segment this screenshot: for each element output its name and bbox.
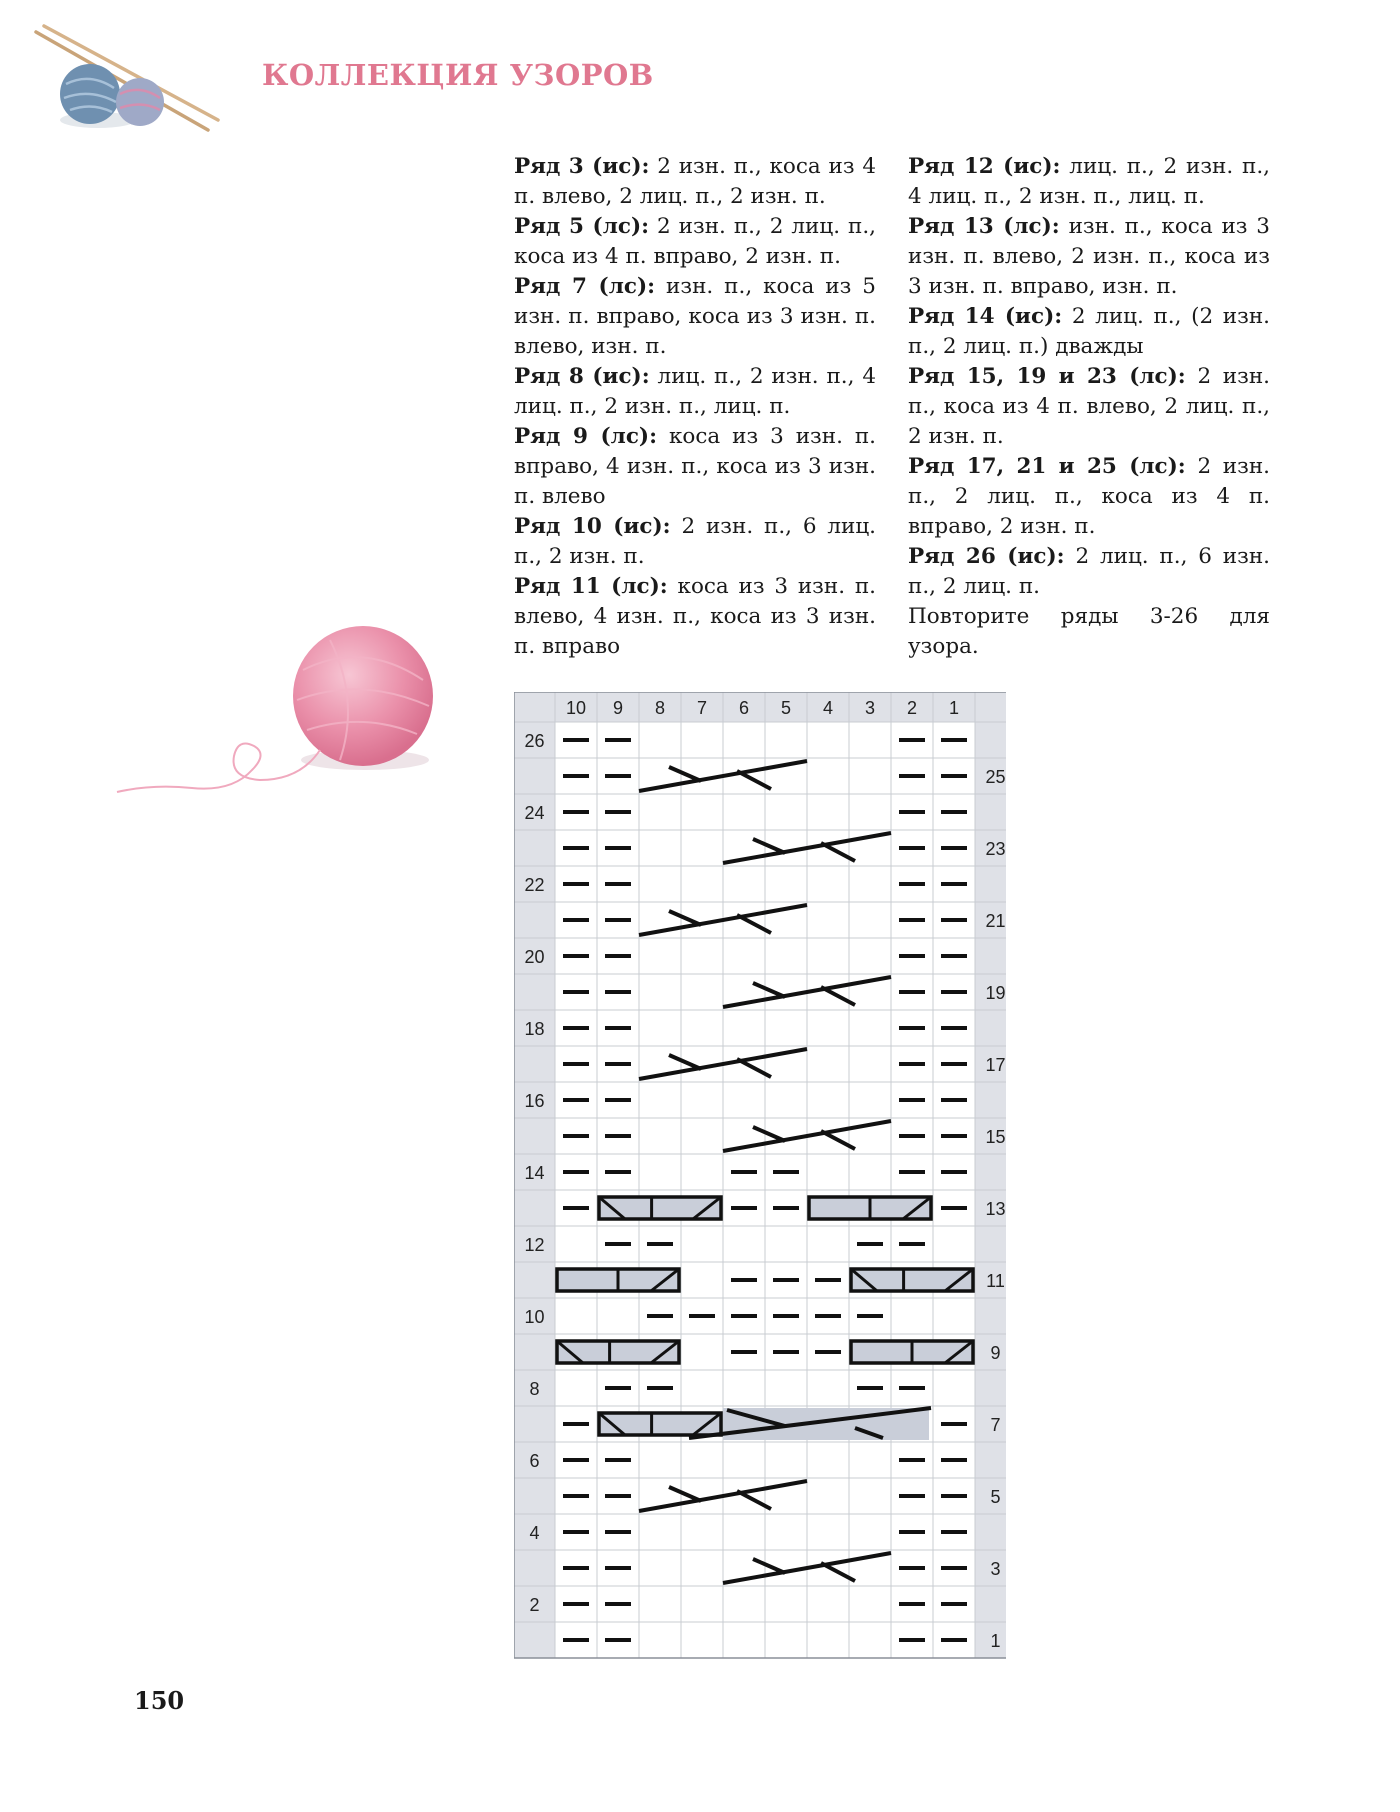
row-number-label-left: 2	[529, 1595, 540, 1615]
cable-3-stitch-box	[599, 1413, 721, 1435]
stitch-number-label: 6	[738, 698, 750, 718]
instruction-row-26: Ряд 26 (ис): 2 лиц. п., 6 изн. п., 2 лиц. п.	[908, 544, 1270, 599]
stitch-number-label: 10	[565, 698, 587, 718]
row-number-label-right: 1	[990, 1631, 1001, 1651]
row-number-label-left: 14	[524, 1163, 545, 1183]
row-number-label-right: 19	[985, 983, 1006, 1003]
stitch-number-label: 3	[864, 698, 876, 718]
row-number-label-right: 23	[985, 839, 1006, 859]
instruction-row-14: Ряд 14 (ис): 2 лиц. п., (2 изн. п., 2 лиц. п.) дважды	[908, 304, 1270, 359]
row-number-label-right: 7	[990, 1415, 1001, 1435]
row-number-label-right: 11	[986, 1271, 1005, 1291]
instruction-row-10: Ряд 10 (ис): 2 изн. п., 6 лиц. п., 2 изн. п.	[514, 514, 876, 569]
row-number-label-right: 21	[985, 911, 1006, 931]
instruction-row-3: Ряд 3 (ис): 2 изн. п., коса из 4 п. влево, 2 лиц. п., 2 изн. п.	[514, 154, 876, 209]
stitch-number-label: 7	[696, 698, 708, 718]
stitch-number-label: 8	[654, 698, 666, 718]
knitting-yarn-needles-illustration	[28, 22, 228, 142]
row-number-label-left: 16	[524, 1091, 545, 1111]
instructions-right-column	[908, 152, 1270, 662]
stitch-number-label: 9	[612, 698, 624, 718]
instruction-rows-17-21-25: Ряд 17, 21 и 25 (лс): 2 изн. п., 2 лиц. п., коса из 4 п. вправо, 2 изн. п.	[908, 454, 1271, 539]
cable-3-stitch-box	[851, 1269, 973, 1291]
row-number-label-left: 20	[524, 947, 545, 967]
instruction-row-12: Ряд 12 (ис): лиц. п., 2 изн. п., 4 лиц. п., 2 изн. п., лиц. п.	[908, 154, 1270, 209]
cable-3-stitch-box	[557, 1341, 679, 1363]
instruction-repeat-note: Повторите ряды 3-26 для узора.	[908, 604, 1270, 659]
stitch-number-label: 5	[780, 698, 792, 718]
chart-header-strip	[514, 692, 1006, 722]
yarn-ball-variegated	[116, 78, 164, 126]
row-number-label-left: 12	[524, 1235, 545, 1255]
instruction-row-8: Ряд 8 (ис): лиц. п., 2 изн. п., 4 лиц. п., 2 изн. п., лиц. п.	[514, 364, 876, 419]
instruction-row-11: Ряд 11 (лс): коса из 3 изн. п. влево, 4 изн. п., коса из 3 изн. п. вправо	[514, 574, 876, 659]
row-number-label-right: 3	[990, 1559, 1001, 1579]
page-title: КОЛЛЕКЦИЯ УЗОРОВ	[262, 58, 654, 92]
instruction-row-5: Ряд 5 (лс): 2 изн. п., 2 лиц. п., коса из 4 п. вправо, 2 изн. п.	[514, 214, 876, 269]
row-number-label-right: 25	[985, 767, 1006, 787]
row-number-label-left: 18	[524, 1019, 545, 1039]
yarn-ball	[293, 626, 433, 766]
row-number-label-left: 24	[524, 803, 545, 823]
row-number-label-left: 10	[524, 1307, 545, 1327]
stitch-number-label: 2	[906, 698, 918, 718]
page-number: 150	[134, 1686, 185, 1715]
row-number-label-left: 4	[529, 1523, 540, 1543]
pink-yarn-ball-illustration	[115, 600, 460, 840]
row-number-label-left: 8	[529, 1379, 540, 1399]
cable-3-stitch-box	[599, 1197, 721, 1219]
instruction-rows-15-19-23: Ряд 15, 19 и 23 (лс): 2 изн. п., коса из 4 п. влево, 2 лиц. п., 2 изн. п.	[908, 364, 1271, 449]
stitch-number-label: 4	[822, 698, 834, 718]
instructions-left-column	[514, 152, 876, 662]
row-number-label-left: 26	[524, 731, 545, 751]
instruction-row-13: Ряд 13 (лс): изн. п., коса из 3 изн. п. влево, 2 изн. п., коса из 3 изн. п. вправо, изн. п.	[908, 214, 1270, 299]
knitting-chart	[514, 692, 1006, 1662]
stitch-number-label: 1	[948, 698, 960, 718]
instruction-row-9: Ряд 9 (лс): коса из 3 изн. п. вправо, 4 изн. п., коса из 3 изн. п. влево	[514, 424, 876, 509]
row-number-label-right: 15	[985, 1127, 1006, 1147]
instruction-row-7: Ряд 7 (лс): изн. п., коса из 5 изн. п. вправо, коса из 3 изн. п. влево, изн. п.	[514, 274, 876, 359]
row-number-label-right: 9	[990, 1343, 1001, 1363]
row-number-label-left: 6	[529, 1451, 540, 1471]
row-number-label-right: 17	[985, 1055, 1006, 1075]
row-number-label-right: 5	[990, 1487, 1001, 1507]
row-number-label-left: 22	[524, 875, 545, 895]
row-number-label-right: 13	[985, 1199, 1006, 1219]
yarn-strand	[117, 744, 320, 792]
